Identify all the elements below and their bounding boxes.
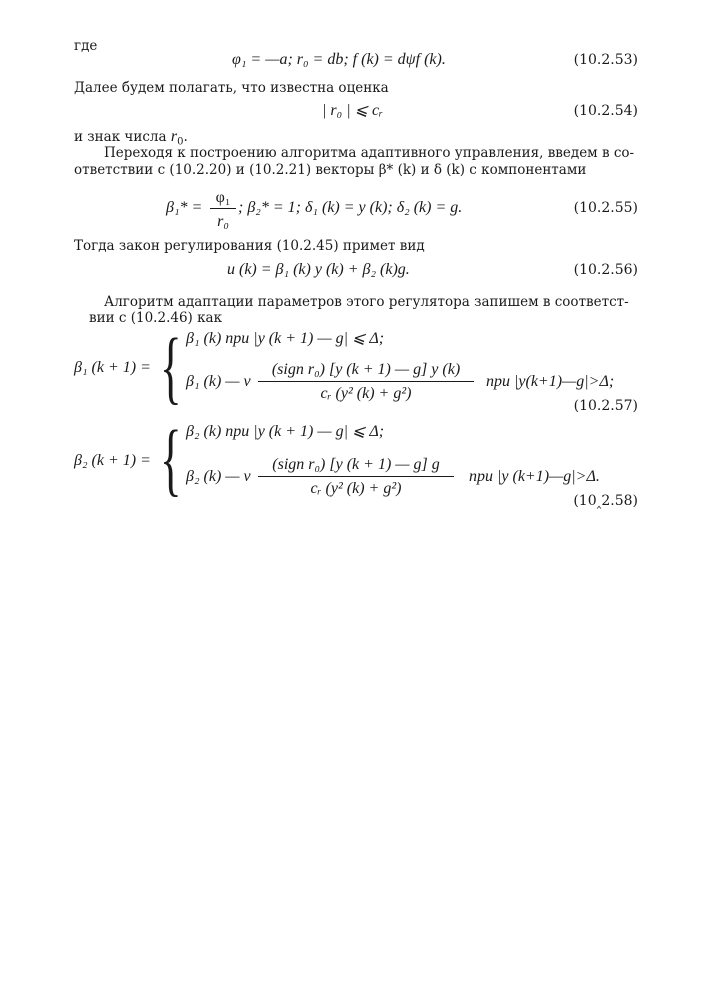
equation-58-numerator: (sign r₀) [y (k + 1) — g] g (272, 456, 440, 473)
equation-58-case2-left: β₂ (k) — ν (186, 468, 251, 485)
equation-57-case2-left: β₁ (k) — ν (186, 373, 251, 390)
left-brace-58: { (160, 413, 182, 504)
equation-58-lhs: β₂ (k + 1) = (74, 452, 151, 469)
text-line-according: вии с (10.2.46) как (89, 310, 223, 326)
equation-55-fraction-bar (210, 208, 236, 209)
text-line-transition: Переходя к построению алгоритма адаптивного управления, введем в со- (104, 145, 635, 161)
equation-57-lhs: β₁ (k + 1) = (74, 359, 151, 376)
equation-57-case2-right: при |y(k+1)—g|>Δ; (486, 373, 615, 390)
equation-58-denominator: cᵣ (y² (k) + g²) (310, 480, 402, 497)
text-sign-sub: 0 (177, 136, 184, 148)
equation-number-53: (10.2.53) (573, 52, 638, 68)
equation-58-case2-right: при |y (k+1)—g|>Δ. (469, 468, 600, 485)
left-brace-57: { (160, 321, 182, 412)
equation-57-denominator: cᵣ (y² (k) + g²) (320, 385, 412, 402)
equation-10-2-54: | r₀ | ⩽ cᵣ (322, 102, 384, 119)
equation-number-58: (10‸2.58) (573, 493, 638, 509)
equation-10-2-56: u (k) = β₁ (k) y (k) + β₂ (k)g. (227, 261, 410, 278)
equation-58-case1: β₂ (k) при |y (k + 1) — g| ⩽ Δ; (186, 423, 385, 440)
equation-57-numerator: (sign r₀) [y (k + 1) — g] y (k) (271, 361, 461, 378)
text-line-control-law: Тогда закон регулирования (10.2.45) примет вид (74, 238, 425, 254)
equation-57-fraction-bar (258, 381, 474, 382)
text-line-where: где (74, 38, 98, 54)
equation-55-rest: ; β₂* = 1; δ₁ (k) = y (k); δ₂ (k) = g. (238, 199, 463, 216)
equation-58-fraction-bar (258, 476, 454, 477)
equation-number-56: (10.2.56) (573, 262, 638, 278)
text-sign-dot: . (183, 129, 188, 145)
text-line-vectors: ответствии с (10.2.20) и (10.2.21) векторы β* (k) и δ (k) с компонентами (74, 162, 587, 178)
text-sign-r: r (170, 128, 178, 145)
equation-55-lhs: β₁* = (166, 199, 203, 216)
text-sign-prefix: и знак числа (74, 129, 171, 145)
equation-55-numerator: φ₁ (215, 189, 231, 206)
text-line-adaptation: Алгоритм адаптации параметров этого регулятора запишем в соответст- (104, 294, 629, 310)
equation-number-57: (10.2.57) (573, 398, 638, 414)
text-line-estimate: Далее будем полагать, что известна оценка (74, 80, 389, 96)
equation-10-2-53: φ₁ = —a; r₀ = db; f (k) = dψf (k). (232, 51, 446, 68)
equation-57-case1: β₁ (k) при |y (k + 1) — g| ⩽ Δ; (186, 330, 385, 347)
equation-number-55: (10.2.55) (573, 200, 638, 216)
equation-number-54: (10.2.54) (573, 103, 638, 119)
equation-55-denominator: r₀ (217, 213, 229, 230)
